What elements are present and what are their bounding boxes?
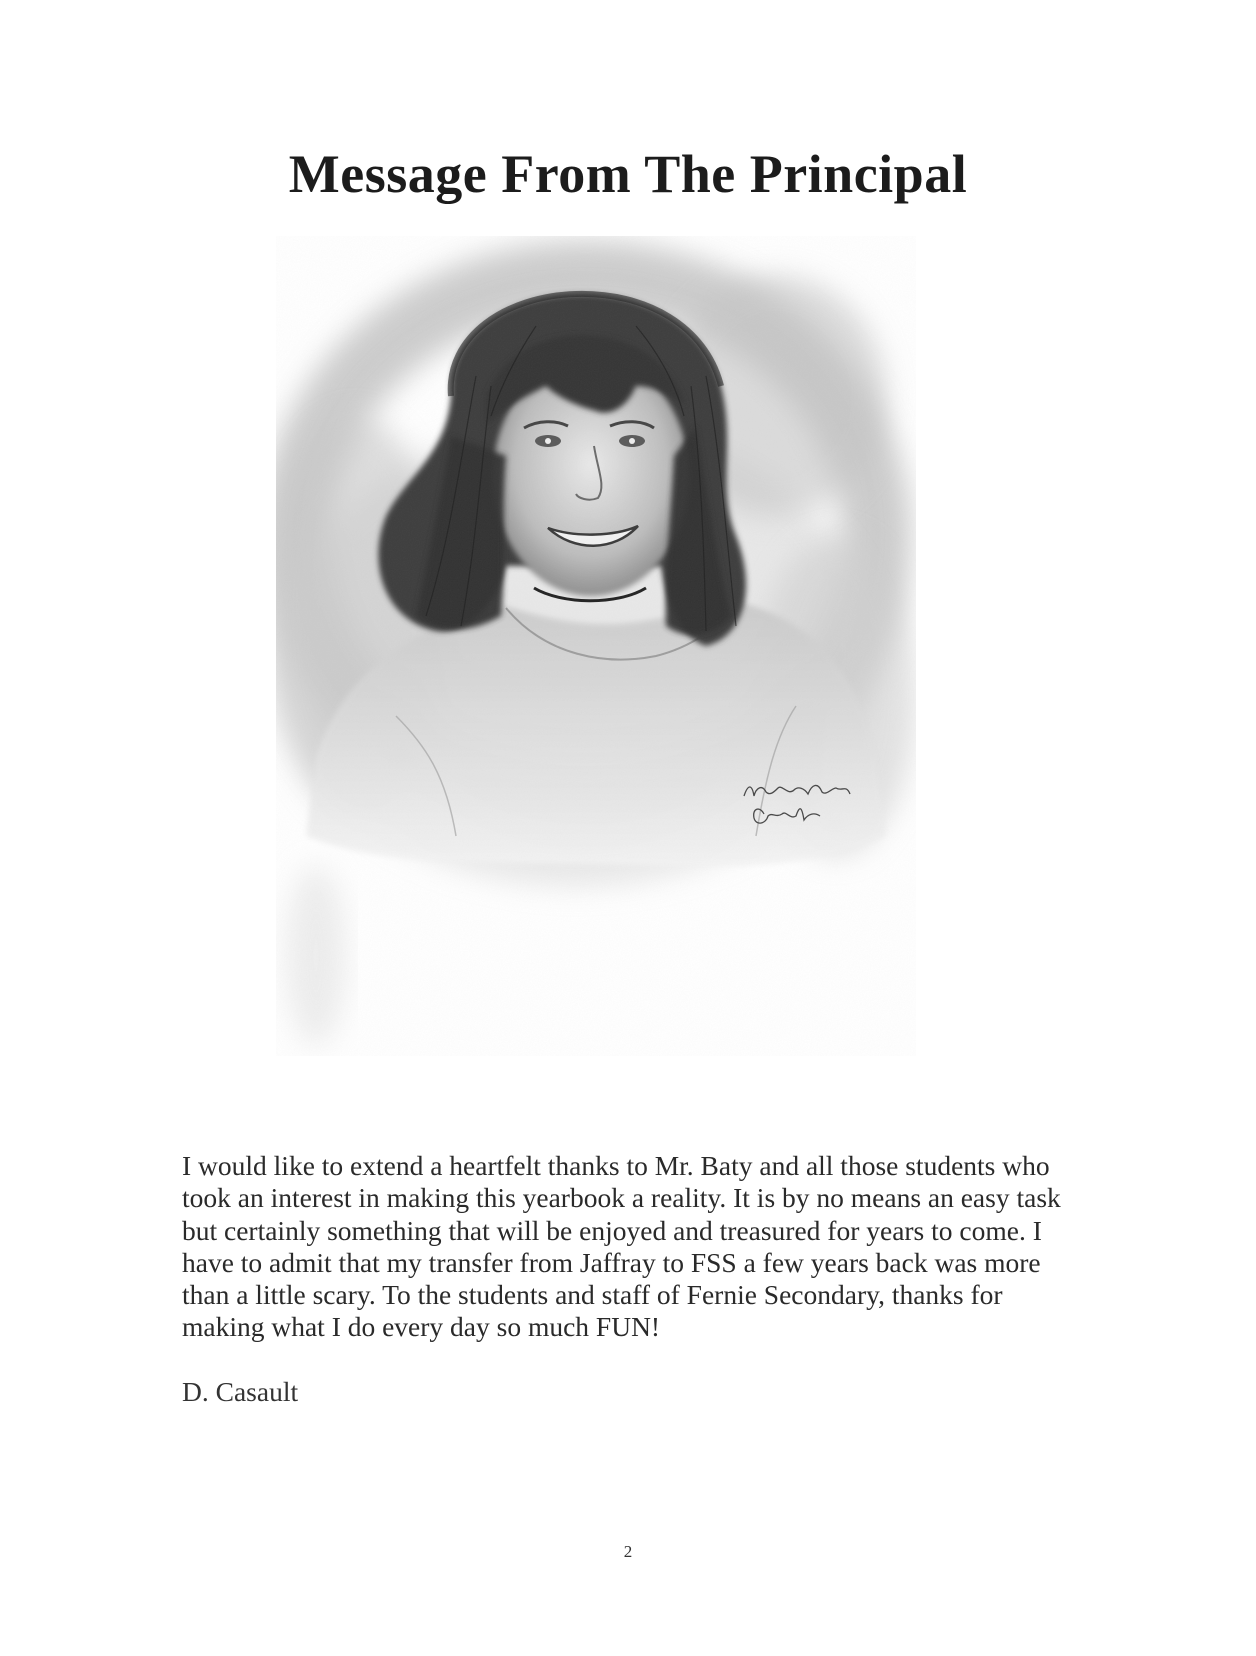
page-number: 2	[623, 1542, 633, 1561]
page-title: Message From The Principal	[288, 144, 968, 204]
principal-message: I would like to extend a heartfelt thanks to Mr. Baty and all those students who took an interest in making this yearbook a reality. It is by no means an easy task but certainly something that will be enjoyed and treasured for years to come. I have to admit that my transfer from Jaffray to FSS a few years back was more than a little scary. To the students and staff of Fernie Secondary, thanks for making what I do every day so much FUN!	[182, 1150, 1061, 1343]
principal-portrait-drawing	[276, 236, 916, 1056]
principal-signature: D. Casault	[182, 1376, 299, 1407]
